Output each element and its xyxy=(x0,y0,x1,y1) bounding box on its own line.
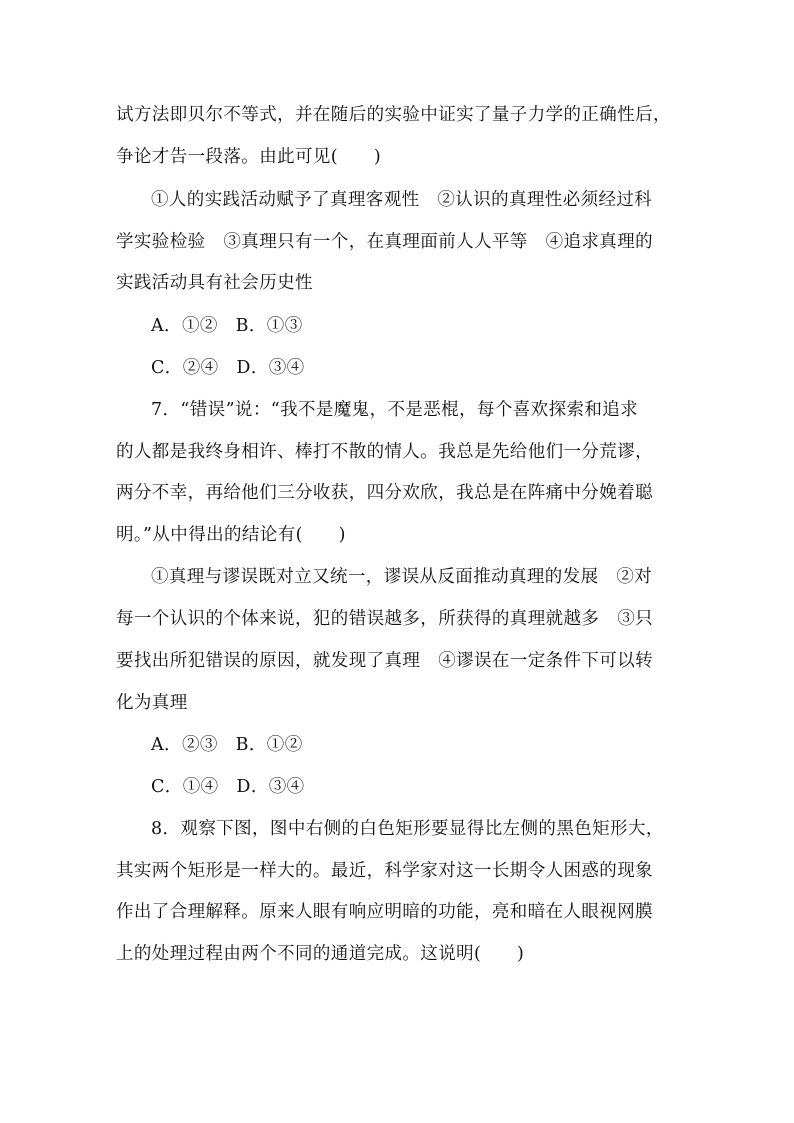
question-7-stem: 7．“错误”说：“我不是魔鬼，不是恶棍，每个喜欢探索和追求 xyxy=(151,400,639,420)
answer-choices-line: C．②④ D．③④ xyxy=(151,358,305,378)
text-line: 化为真理 xyxy=(116,693,188,713)
text-line: 上的处理过程由两个不同的通道完成。这说明( ) xyxy=(116,944,525,964)
text-line: 试方法即贝尔不等式，并在随后的实验中证实了量子力学的正确性后， xyxy=(116,105,671,125)
text-line: 要找出所犯错误的原因，就发现了真理 ④谬误在一定条件下可以转 xyxy=(116,651,653,671)
option-statements-line: ①真理与谬误既对立又统一，谬误从反面推动真理的发展 ②对 xyxy=(151,567,653,587)
answer-choices-line: A．②③ B．①② xyxy=(151,735,303,755)
text-line: 其实两个矩形是一样大的。最近，科学家对这一长期令人困惑的现象 xyxy=(116,861,653,881)
text-line: 两分不幸，再给他们三分收获，四分欢欣，我总是在阵痛中分娩着聪 xyxy=(116,483,653,503)
text-line: 争论才告一段落。由此可见( ) xyxy=(116,147,382,167)
question-8-stem: 8．观察下图，图中右侧的白色矩形要显得比左侧的黑色矩形大， xyxy=(151,819,664,839)
text-line: 学实验检验 ③真理只有一个，在真理面前人人平等 ④追求真理的 xyxy=(116,232,653,252)
option-statements-line: ①人的实践活动赋予了真理客观性 ②认识的真理性必须经过科 xyxy=(151,190,653,210)
text-line: 实践活动具有社会历史性 xyxy=(116,273,313,293)
text-line: 的人都是我终身相许、棒打不散的情人。我总是先给他们一分荒谬， xyxy=(116,442,653,462)
text-line: 明。”从中得出的结论有( ) xyxy=(116,525,346,545)
answer-choices-line: C．①④ D．③④ xyxy=(151,777,305,797)
text-line: 每一个认识的个体来说，犯的错误越多，所获得的真理就越多 ③只 xyxy=(116,609,653,629)
text-line: 作出了合理解释。原来人眼有响应明暗的功能，亮和暗在人眼视网膜 xyxy=(116,902,653,922)
answer-choices-line: A．①② B．①③ xyxy=(151,316,303,336)
